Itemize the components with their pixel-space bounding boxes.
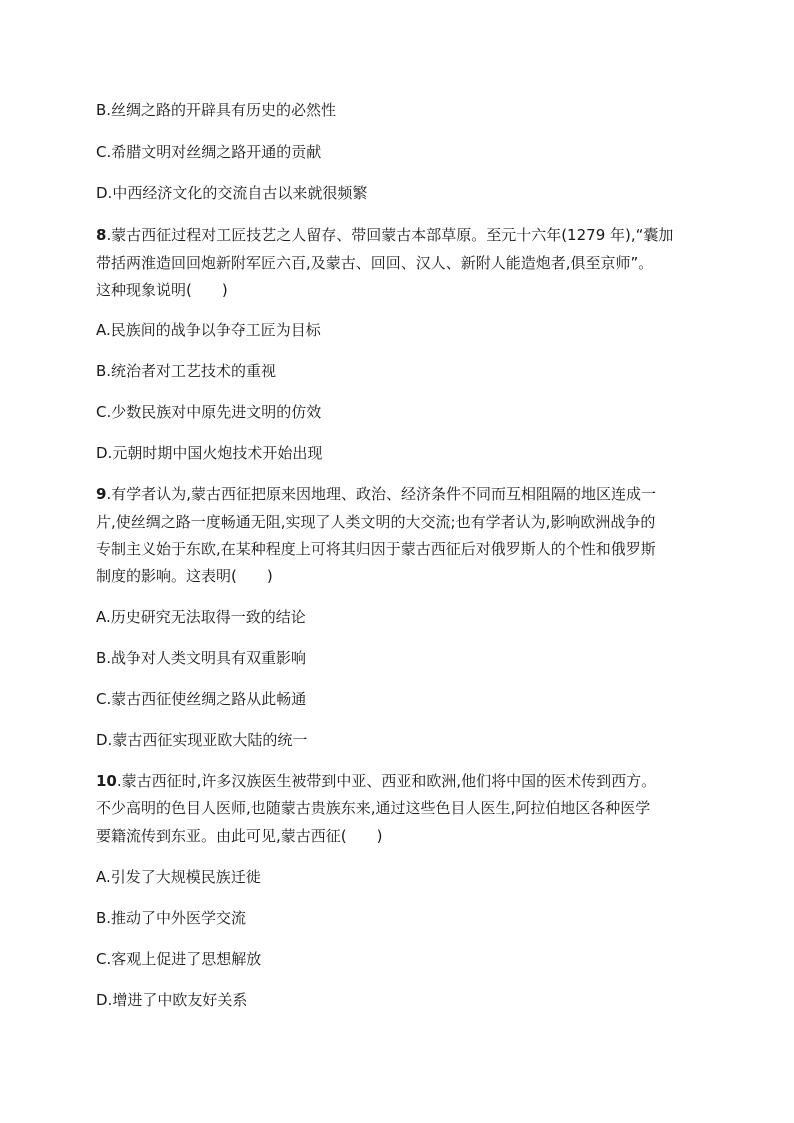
q9-stem-line-1: 9.有学者认为,蒙古西征把原来因地理、政治、经济条件不同而互相阻隔的地区连成一 (96, 485, 656, 503)
q8-stem-line-2: 带括两淮造回回炮新附军匠六百,及蒙古、回回、汉人、新附人能造炮者,俱至京师”。 (96, 254, 654, 272)
q10-option-b: B.推动了中外医学交流 (96, 909, 247, 927)
q9-stem-line-2: 片,使丝绸之路一度畅通无阻,实现了人类文明的大交流;也有学者认为,影响欧洲战争的 (96, 513, 656, 531)
q10-stem-line-1: 10.蒙古西征时,许多汉族医生被带到中亚、西亚和欧洲,他们将中国的医术传到西方。 (96, 772, 657, 790)
q8-number: 8 (96, 226, 107, 244)
q9-option-c: C.蒙古西征使丝绸之路从此畅通 (96, 690, 307, 708)
q10-stem-line-2: 不少高明的色目人医师,也随蒙古贵族东来,通过这些色目人医生,阿拉伯地区各种医学 (96, 799, 651, 817)
q7-option-d: D.中西经济文化的交流自古以来就很频繁 (96, 184, 368, 202)
q8-stem-line-3: 这种现象说明( ) (96, 281, 228, 299)
q9-stem-line-4: 制度的影响。这表明( ) (96, 567, 273, 585)
q8-option-d: D.元朝时期中国火炮技术开始出现 (96, 444, 323, 462)
q7-option-b: B.丝绸之路的开辟具有历史的必然性 (96, 101, 337, 119)
q8-option-b: B.统治者对工艺技术的重视 (96, 362, 277, 380)
q10-option-c: C.客观上促进了思想解放 (96, 950, 262, 968)
q10-number: 10 (96, 772, 117, 790)
q9-option-d: D.蒙古西征实现亚欧大陆的统一 (96, 731, 308, 749)
q9-number: 9 (96, 485, 107, 503)
q9-option-a: A.历史研究无法取得一致的结论 (96, 608, 306, 626)
q10-option-a: A.引发了大规模民族迁徙 (96, 868, 261, 886)
q7-option-c: C.希腊文明对丝绸之路开通的贡献 (96, 143, 322, 161)
q9-option-b: B.战争对人类文明具有双重影响 (96, 649, 307, 667)
q8-option-c: C.少数民族对中原先进文明的仿效 (96, 403, 322, 421)
q8-stem-line-1: 8.蒙古西征过程对工匠技艺之人留存、带回蒙古本部草原。至元十六年(1279 年),“囊加 (96, 226, 674, 244)
q10-stem-line-3: 要籍流传到东亚。由此可见,蒙古西征( ) (96, 827, 383, 845)
q9-stem-line-3: 专制主义始于东欧,在某种程度上可将其归因于蒙古西征后对俄罗斯人的个性和俄罗斯 (96, 540, 656, 558)
q10-option-d: D.增进了中欧友好关系 (96, 991, 248, 1009)
q8-option-a: A.民族间的战争以争夺工匠为目标 (96, 321, 321, 339)
